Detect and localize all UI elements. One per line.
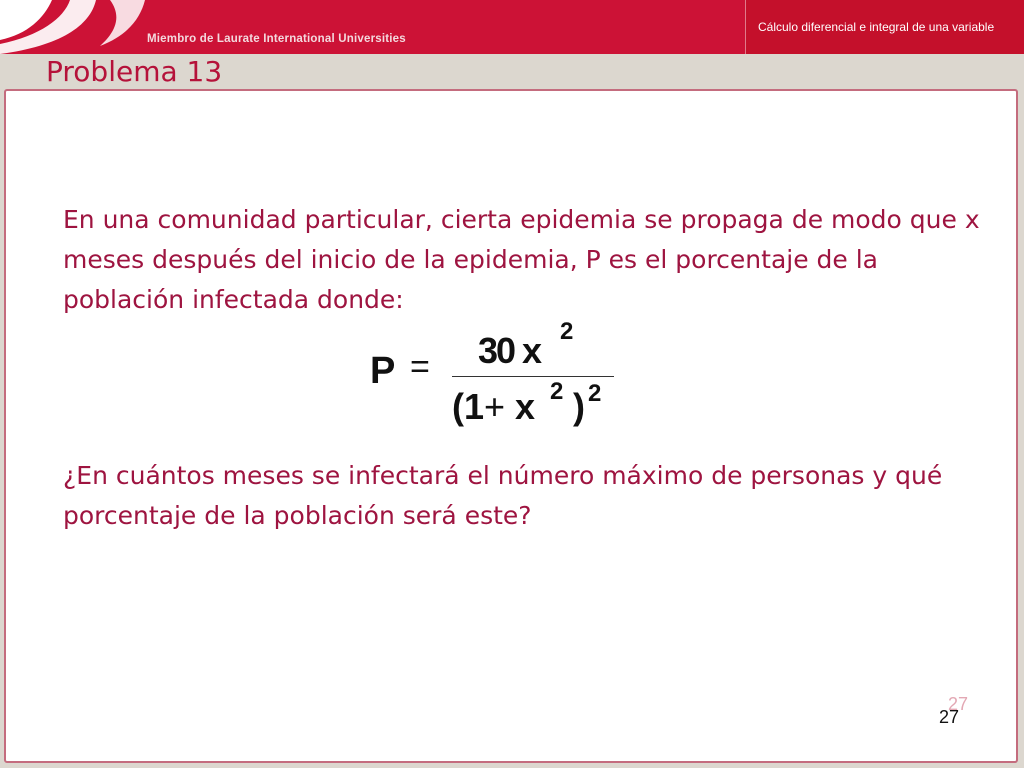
problem-question: ¿En cuántos meses se infectará el número máximo de personas y qué porcentaje de la población será este? [63, 461, 943, 530]
formula-denominator [452, 386, 535, 428]
formula-den-outer-exponent: 2 [588, 380, 602, 407]
university-logo-icon [0, 0, 150, 54]
formula [360, 318, 640, 438]
slide-title: Problema 13 [46, 55, 223, 88]
formula-den-x: x [505, 386, 536, 427]
formula-numerator-exponent: 2 [560, 318, 574, 345]
formula-numerator: 30 x [478, 330, 541, 371]
fraction-bar [452, 376, 614, 377]
header-logo-area [0, 0, 745, 54]
formula-lhs: P [370, 350, 396, 392]
formula-den-inner-exponent: 2 [550, 378, 564, 405]
formula-equals: = [410, 348, 430, 386]
formula-den-plus: + [484, 386, 506, 427]
problem-statement: En una comunidad particular, cierta epidemia se propaga de modo que x meses después del inicio de la epidemia, P es el porcentaje de la población infectada donde: [63, 205, 980, 314]
laureate-membership-text: Miembro de Laurate International Universities [147, 33, 406, 45]
page-number: 27 [939, 707, 960, 727]
formula-den-open: (1 [452, 386, 485, 427]
course-title: Cálculo diferencial e integral de una variable [758, 20, 995, 34]
page-number-ghost: 27 [948, 694, 969, 714]
formula-den-close: ) [573, 386, 585, 427]
